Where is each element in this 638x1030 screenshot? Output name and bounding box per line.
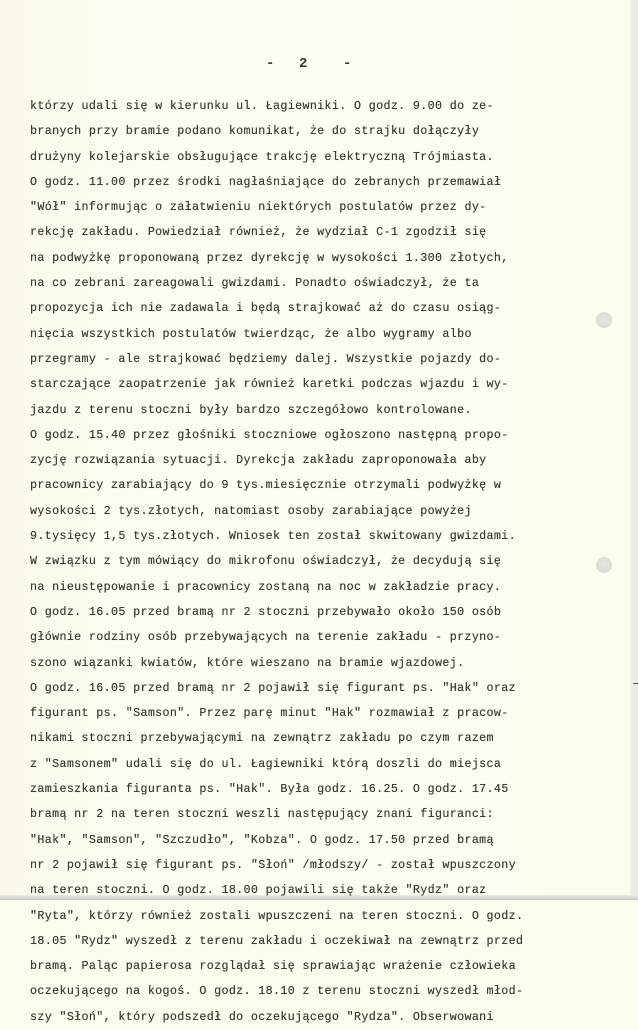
text-line: oczekującego na kogoś. O godz. 18.10 z terenu stoczni wyszedł młod-	[30, 984, 524, 999]
text-line: "Wół" informując o załatwieniu niektórych postulatów przez dy-	[30, 200, 487, 215]
text-line: wysokości 2 tys.złotych, natomiast osoby zarabiające powyżej	[30, 503, 472, 518]
text-line: branych przy bramie podano komunikat, że do strajku dołączyły	[30, 124, 480, 139]
text-line: zycję rozwiązania sytuacji. Dyrekcja zakładu zaproponowała aby	[30, 453, 487, 468]
text-line: propozycja ich nie zadawala i będą strajkować aż do czasu osiąg-	[30, 301, 502, 316]
text-line: "Hak", "Samson", "Szczudło", "Kobza". O godz. 17.50 przed bramą	[30, 832, 494, 847]
text-line: na co zebrani zareagowali gwizdami. Ponadto oświadczył, że ta	[30, 276, 480, 291]
text-line: "Ryta", którzy również zostali wpuszczeni na teren stoczni. O godz.	[30, 908, 524, 923]
text-line: drużyny kolejarskie obsługujące trakcję elektryczną Trójmiasta.	[30, 149, 494, 164]
text-line: zamieszkania figuranta ps. "Hak". Była godz. 16.25. O godz. 17.45	[30, 782, 509, 797]
text-line: szy "Słoń", który podszedł do oczekującego "Rydza". Obserwowani	[30, 1009, 494, 1024]
text-line: na nieustępowanie i pracownicy zostaną na noc w zakładzie pracy.	[30, 579, 502, 594]
text-line: na podwyżkę proponowaną przez dyrekcję w wysokości 1.300 złotych,	[30, 250, 509, 265]
typewritten-body	[30, 94, 590, 1030]
text-line: rekcję zakładu. Powiedział również, że wydział C-1 zgodził się	[30, 225, 487, 240]
text-line: z "Samsonem" udali się do ul. Łagiewniki którą doszli do miejsca	[30, 756, 502, 771]
text-line: nięcia wszystkich postulatów twierdząc, że albo wygramy albo	[30, 326, 472, 341]
text-line: nr 2 pojawił się figurant ps. "Słoń" /młodszy/ - został wpuszczony	[30, 857, 516, 872]
text-line: szono wiązanki kwiatów, które wieszano na bramie wjazdowej.	[30, 655, 465, 670]
text-line: W związku z tym mówiący do mikrofonu oświadczył, że decydują się	[30, 554, 502, 569]
text-line: O godz. 16.05 przed bramą nr 2 stoczni przebywało około 150 osób	[30, 604, 502, 619]
text-line: pracownicy zarabiający do 9 tys.miesięcznie otrzymali podwyżkę w	[30, 478, 502, 493]
text-line: 18.05 "Rydz" wyszedł z terenu zakładu i oczekiwał na zewnątrz przed	[30, 933, 524, 948]
text-line: którzy udali się w kierunku ul. Łagiewniki. O godz. 9.00 do ze-	[30, 99, 494, 113]
text-line: nikami stoczni przebywającymi na zewnątrz zakładu po czym razem	[30, 731, 494, 746]
text-line: bramą. Paląc papierosa rozglądał się sprawiając wrażenie człowieka	[30, 959, 516, 974]
text-line: O godz. 15.40 przez głośniki stoczniowe ogłoszono następną propo-	[30, 427, 509, 442]
punch-hole-icon	[596, 312, 612, 328]
page-number-dash-right: -	[343, 56, 352, 72]
text-line: O godz. 11.00 przez środki nagłaśniające do zebranych przemawiał	[30, 174, 502, 189]
text-line: jazdu z terenu stoczni były bardzo szczegółowo kontrolowane.	[30, 402, 472, 417]
text-line: figurant ps. "Samson". Przez parę minut "Hak" rozmawiał z pracow-	[30, 706, 509, 721]
punch-hole-icon	[596, 557, 612, 573]
page-number-dash-left: -	[266, 56, 275, 72]
edge-mark	[633, 683, 638, 684]
text-line: bramą nr 2 na teren stoczni weszli następujący znani figuranci:	[30, 807, 494, 822]
page-number-value: 2	[299, 56, 308, 72]
text-line: starczające zaopatrzenie jak również karetki podczas wjazdu i wy-	[30, 377, 509, 392]
text-line: na teren stoczni. O godz. 18.00 pojawili się także "Rydz" oraz	[30, 883, 487, 898]
text-line: głównie rodziny osób przebywających na terenie zakładu - przyno-	[30, 630, 502, 645]
text-line: O godz. 16.05 przed bramą nr 2 pojawił się figurant ps. "Hak" oraz	[30, 680, 516, 695]
text-line: przegramy - ale strajkować będziemy dalej. Wszystkie pojazdy do-	[30, 351, 502, 366]
text-line: 9.tysięcy 1,5 tys.złotych. Wniosek ten został skwitowany gwizdami.	[30, 529, 516, 544]
page-edge-shadow	[630, 0, 638, 900]
